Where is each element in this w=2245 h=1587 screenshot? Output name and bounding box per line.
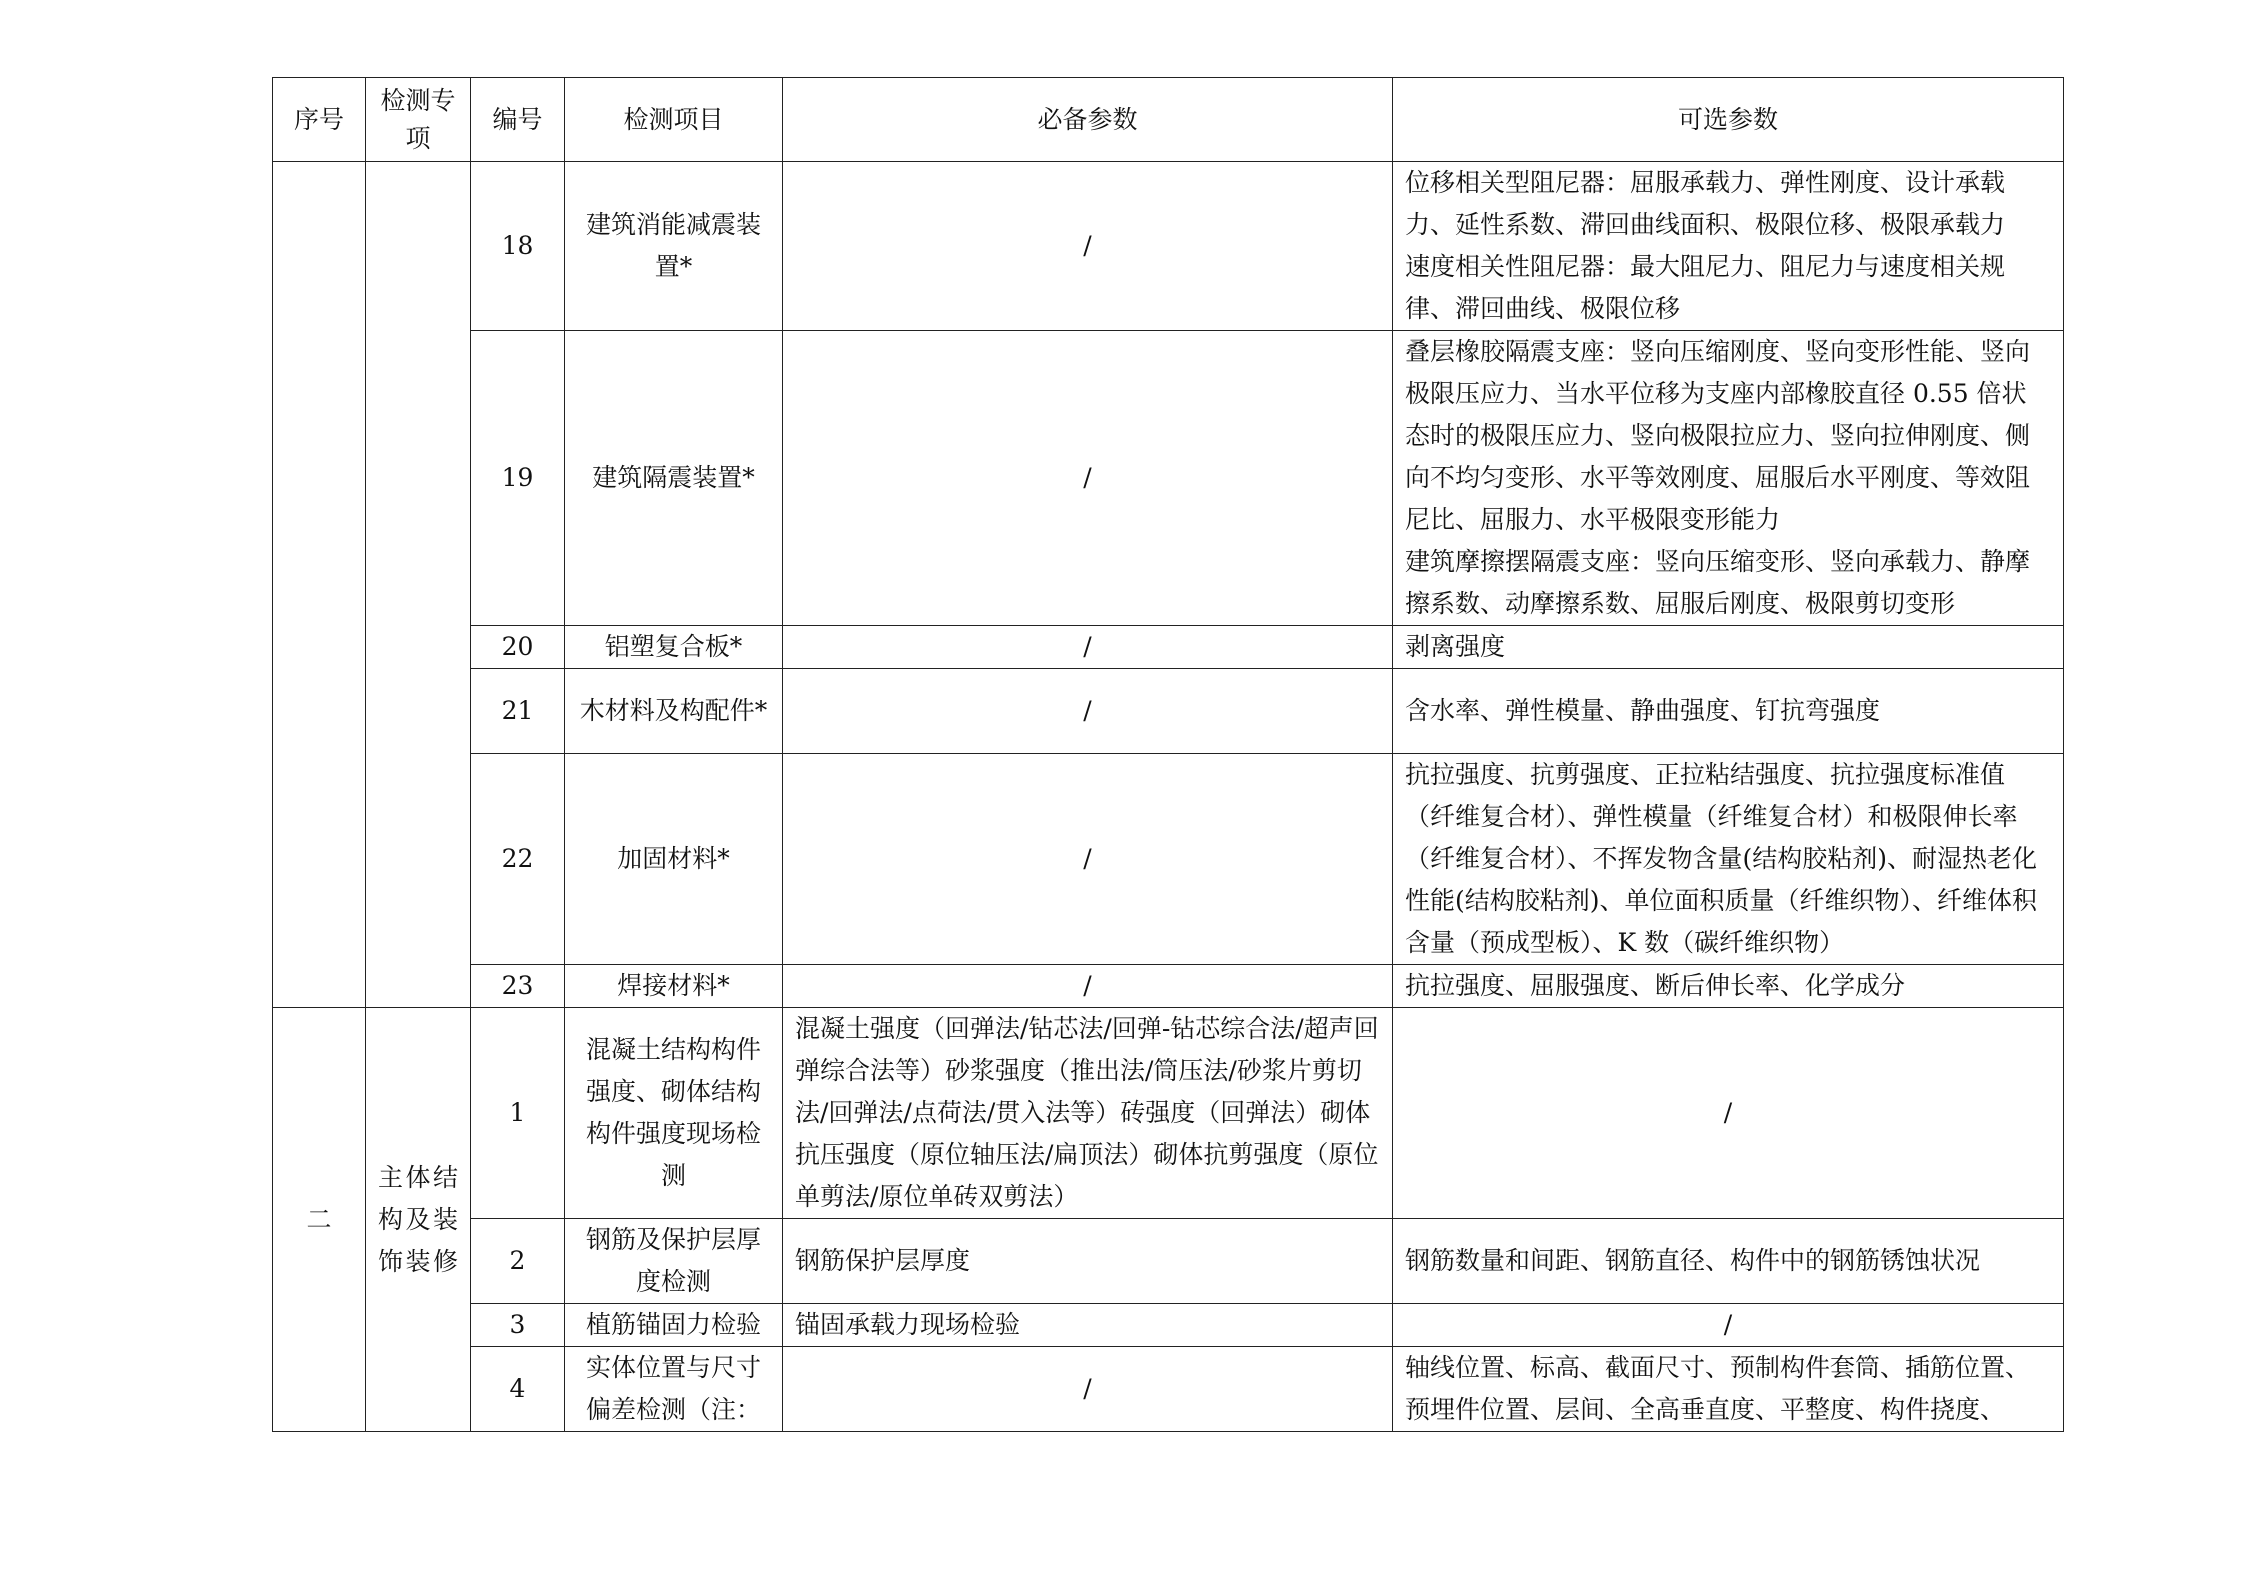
row-code: 2 [471, 1219, 565, 1304]
row-code: 4 [471, 1347, 565, 1432]
table-row [273, 1008, 2064, 1219]
row-optional [1393, 162, 2064, 331]
row-required: / [783, 331, 1393, 626]
row-code: 3 [471, 1304, 565, 1347]
table-row [273, 669, 2064, 754]
table-row [273, 626, 2064, 669]
row-code: 1 [471, 1008, 565, 1219]
header-required: 必备参数 [783, 78, 1393, 162]
header-optional: 可选参数 [1393, 78, 2064, 162]
table-row [273, 965, 2064, 1008]
row-code: 23 [471, 965, 565, 1008]
row-item: 建筑消能减震装置* [565, 162, 783, 331]
row-optional: 抗拉强度、屈服强度、断后伸长率、化学成分 [1393, 965, 2064, 1008]
section-seq [273, 162, 366, 1008]
table-row [273, 1219, 2064, 1304]
optional-line: 速度相关性阻尼器：最大阻尼力、阻尼力与速度相关规律、滞回曲线、极限位移 [1405, 252, 2006, 323]
row-code: 21 [471, 669, 565, 754]
row-item: 实体位置与尺寸偏差检测（注： [565, 1347, 783, 1432]
header-code: 编号 [471, 78, 565, 162]
row-required: 锚固承载力现场检验 [783, 1304, 1393, 1347]
row-optional: / [1393, 1008, 2064, 1219]
row-optional: 钢筋数量和间距、钢筋直径、构件中的钢筋锈蚀状况 [1393, 1219, 2064, 1304]
table-row [273, 162, 2064, 331]
section-category [366, 162, 471, 1008]
row-optional: 剥离强度 [1393, 626, 2064, 669]
row-required: 混凝土强度（回弹法/钻芯法/回弹-钻芯综合法/超声回弹综合法等）砂浆强度（推出法/筒压法/砂浆片剪切法/回弹法/点荷法/贯入法等）砖强度（回弹法）砌体抗压强度（原位轴压法/扁顶法）砌体抗剪强度（原位单剪法/原位单砖双剪法） [783, 1008, 1393, 1219]
optional-line: 叠层橡胶隔震支座：竖向压缩刚度、竖向变形性能、竖向极限压应力、当水平位移为支座内部橡胶直径 0.55 倍状态时的极限压应力、竖向极限拉应力、竖向拉伸刚度、侧向不均匀变形、水平等效刚度、屈服后水平刚度、等效阻尼比、屈服力、水平极限变形能力 [1405, 337, 2031, 534]
row-required: / [783, 162, 1393, 331]
row-required: / [783, 626, 1393, 669]
row-item: 铝塑复合板* [565, 626, 783, 669]
row-item: 钢筋及保护层厚度检测 [565, 1219, 783, 1304]
header-seq: 序号 [273, 78, 366, 162]
row-item: 木材料及构配件* [565, 669, 783, 754]
row-item: 加固材料* [565, 754, 783, 965]
row-code: 22 [471, 754, 565, 965]
row-required: 钢筋保护层厚度 [783, 1219, 1393, 1304]
row-code: 20 [471, 626, 565, 669]
section-seq: 二 [273, 1008, 366, 1432]
table-header-row [273, 78, 2064, 162]
row-required: / [783, 965, 1393, 1008]
row-item: 混凝土结构构件强度、砌体结构构件强度现场检测 [565, 1008, 783, 1219]
row-item: 植筋锚固力检验 [565, 1304, 783, 1347]
inspection-parameters-table [272, 77, 2064, 1432]
section-category: 主体结构及装饰装修 [366, 1008, 471, 1432]
row-item: 焊接材料* [565, 965, 783, 1008]
row-optional: / [1393, 1304, 2064, 1347]
table-row [273, 1304, 2064, 1347]
row-code: 19 [471, 331, 565, 626]
row-code: 18 [471, 162, 565, 331]
row-item: 建筑隔震装置* [565, 331, 783, 626]
row-required: / [783, 669, 1393, 754]
row-required: / [783, 1347, 1393, 1432]
row-required: / [783, 754, 1393, 965]
row-optional [1393, 331, 2064, 626]
row-optional: 含水率、弹性模量、静曲强度、钉抗弯强度 [1393, 669, 2064, 754]
table-row [273, 331, 2064, 626]
table-row [273, 1347, 2064, 1432]
optional-line: 建筑摩擦摆隔震支座：竖向压缩变形、竖向承载力、静摩擦系数、动摩擦系数、屈服后刚度、极限剪切变形 [1405, 547, 2031, 618]
optional-line: 位移相关型阻尼器：屈服承载力、弹性刚度、设计承载力、延性系数、滞回曲线面积、极限位移、极限承载力 [1405, 168, 2006, 239]
row-optional: 轴线位置、标高、截面尺寸、预制构件套筒、插筋位置、预埋件位置、层间、全高垂直度、平整度、构件挠度、 [1393, 1347, 2064, 1432]
table-row [273, 754, 2064, 965]
header-item: 检测项目 [565, 78, 783, 162]
row-optional: 抗拉强度、抗剪强度、正拉粘结强度、抗拉强度标准值（纤维复合材）、弹性模量（纤维复合材）和极限伸长率（纤维复合材）、不挥发物含量(结构胶粘剂)、耐湿热老化性能(结构胶粘剂)、单位面积质量（纤维织物）、纤维体积含量（预成型板）、K 数（碳纤维织物） [1393, 754, 2064, 965]
header-category: 检测专项 [366, 78, 471, 162]
